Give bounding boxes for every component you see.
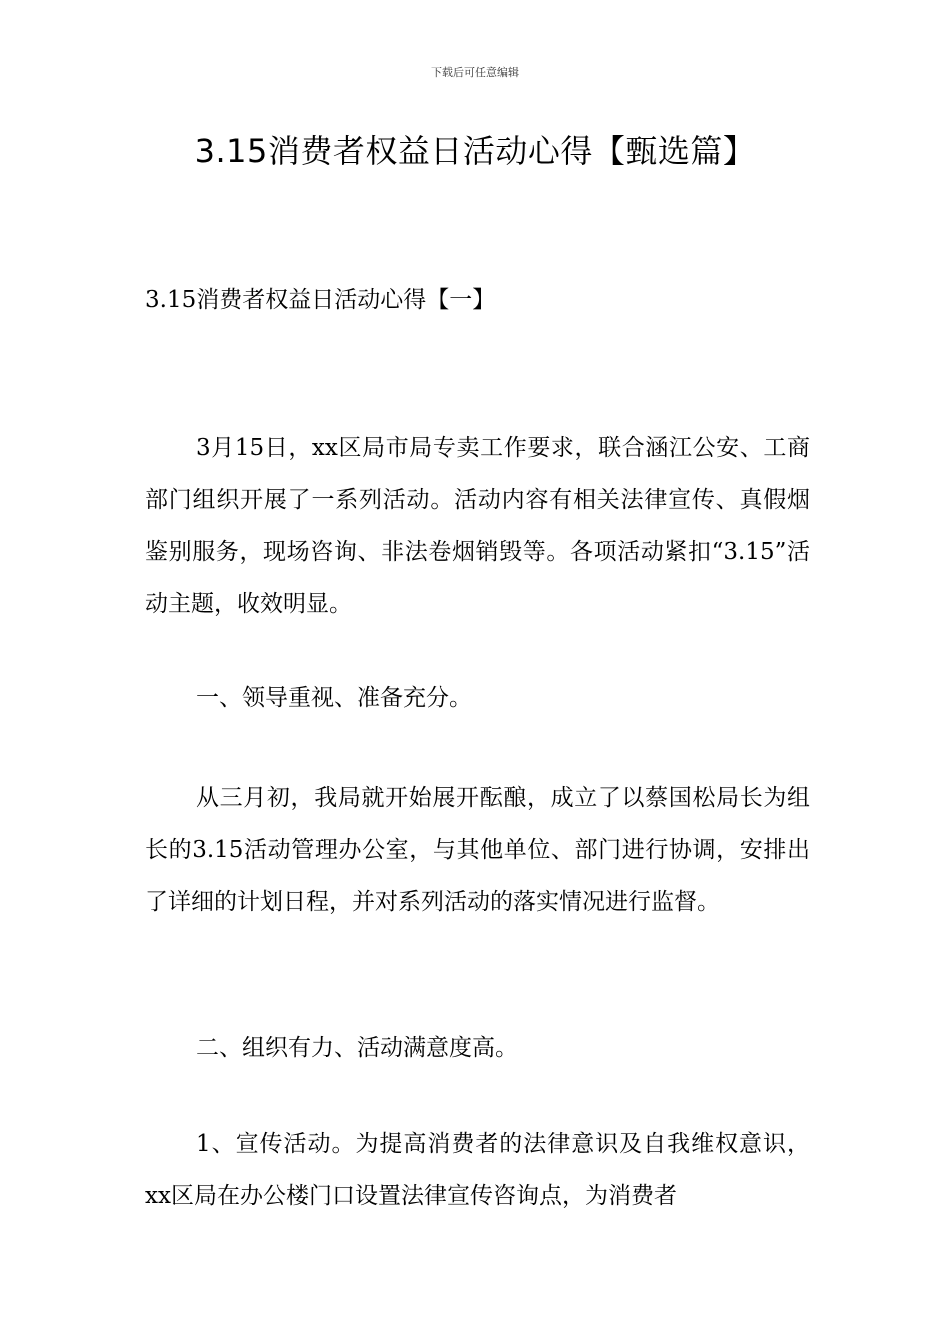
paragraph-preparation: 从三月初，我局就开始展开酝酿，成立了以蔡国松局长为组长的3.15活动管理办公室，与其他单位、部门进行协调，安排出了详细的计划日程，并对系列活动的落实情况进行监督。 — [145, 785, 810, 915]
paragraph-publicity: 1、宣传活动。为提高消费者的法律意识及自我维权意识，xx区局在办公楼门口设置法律宣传咨询点，为消费者 — [145, 1131, 810, 1209]
heading-organization: 二、组织有力、活动满意度高。 — [196, 1035, 518, 1061]
section-title: 3.15消费者权益日活动心得【一】 — [145, 287, 496, 313]
header-note: 下载后可任意编辑 — [431, 66, 519, 79]
heading-leadership: 一、领导重视、准备充分。 — [196, 685, 472, 711]
document-title: 3.15消费者权益日活动心得【甄选篇】 — [194, 132, 756, 170]
paragraph-intro: 3月15日，xx区局市局专卖工作要求，联合涵江公安、工商部门组织开展了一系列活动。活动内容有相关法律宣传、真假烟鉴别服务，现场咨询、非法卷烟销毁等。各项活动紧扣“3.15”活动主题，收效明显。 — [145, 435, 810, 617]
